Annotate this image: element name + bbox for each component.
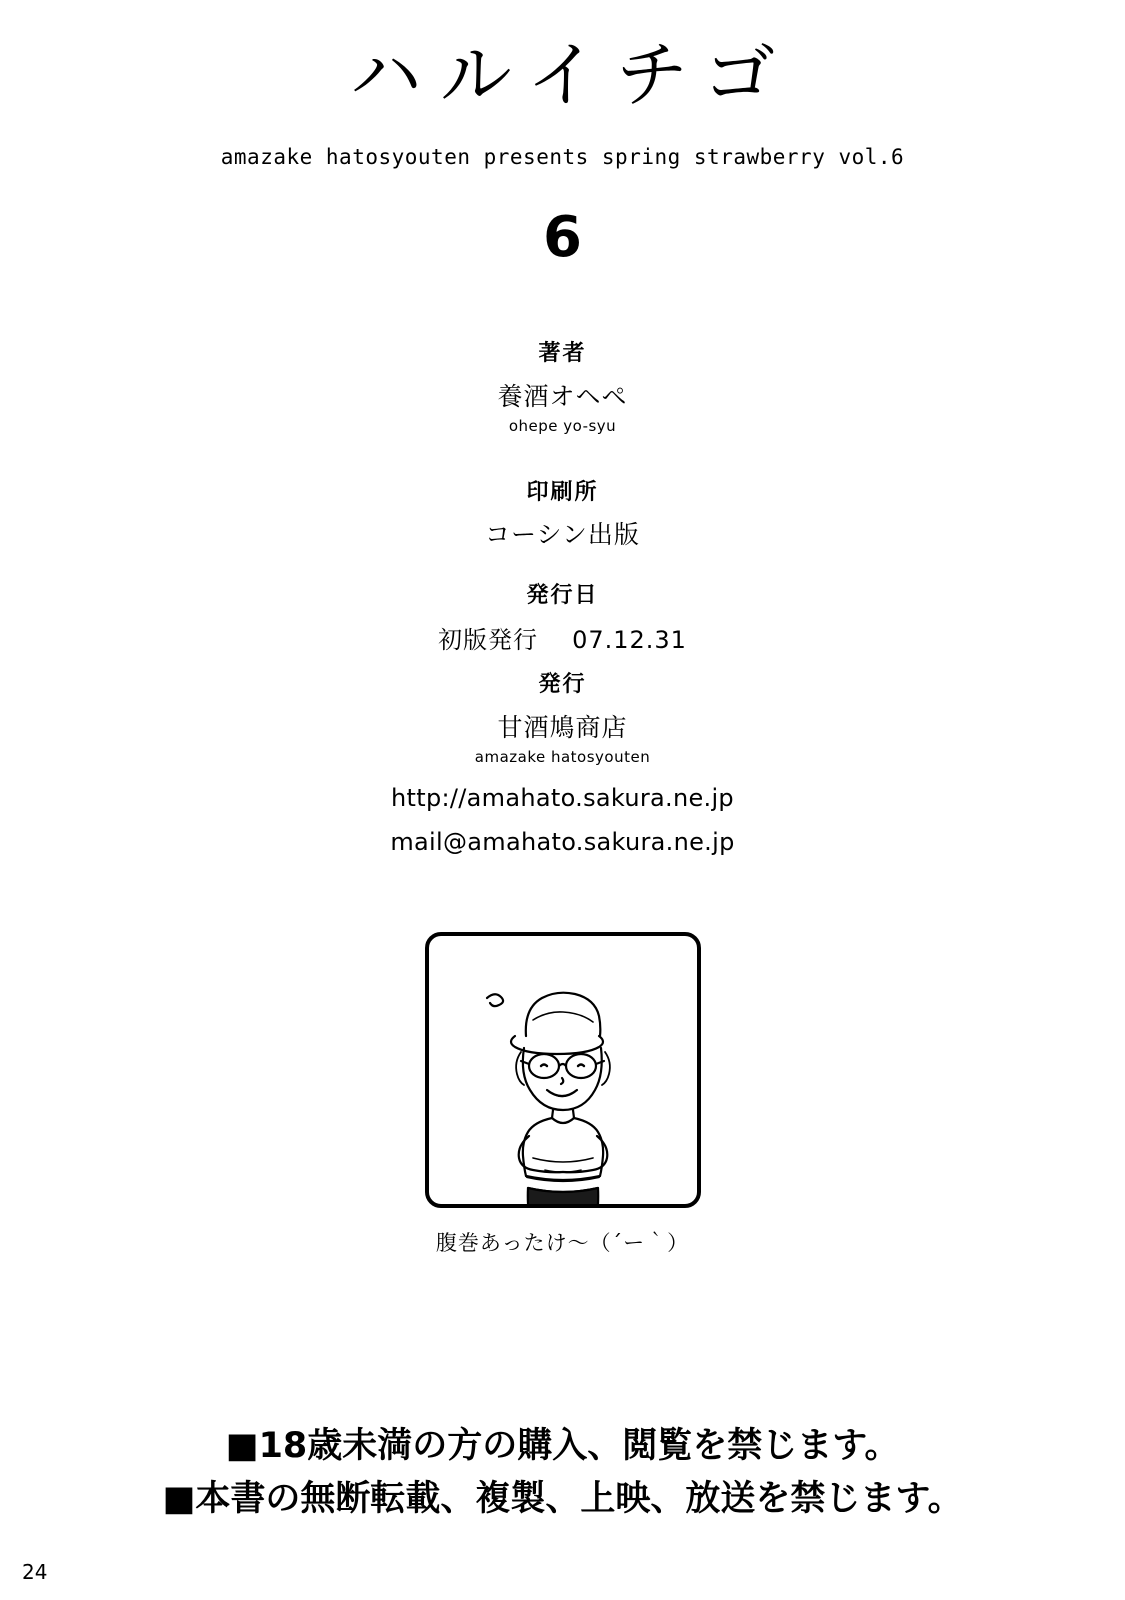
illustration-section — [0, 932, 1125, 1257]
spacer — [0, 655, 1125, 671]
page-title: ハルイチゴ — [349, 33, 794, 117]
colophon-block — [0, 340, 1125, 856]
character-illustration-icon — [429, 936, 697, 1204]
author-label: 著者 — [538, 341, 587, 366]
spacer — [0, 437, 1125, 479]
publisher-label: 発行 — [538, 672, 587, 698]
author-name-jp: 養酒オヘペ — [497, 381, 628, 411]
illustration-frame — [425, 932, 701, 1208]
publish-date-edition: 初版発行 — [438, 626, 539, 655]
notice-age-restriction: ■18歳未満の方の購入、閲覧を禁じます。 — [225, 1426, 900, 1466]
email-link[interactable]: mail@amahato.sakura.ne.jp — [390, 827, 735, 856]
author-name-romaji: ohepe yo-syu — [508, 417, 617, 436]
notice-copyright: ■本書の無断転載、複製、上映、放送を禁じます。 — [162, 1478, 963, 1519]
volume-number: 6 — [543, 205, 582, 270]
printer-name: コーシン出版 — [485, 520, 640, 550]
website-link[interactable]: http://amahato.sakura.ne.jp — [391, 783, 734, 812]
notices-block — [0, 1420, 1125, 1525]
publish-date-value: 07.12.31 — [572, 626, 687, 655]
page-subtitle: amazake hatosyouten presents spring strawberry vol.6 — [220, 145, 905, 169]
spacer — [0, 552, 1125, 582]
page-number: 24 — [22, 1560, 48, 1584]
illustration-caption: 腹巻あったけ〜（´ー｀） — [435, 1231, 690, 1255]
publish-date-label: 発行日 — [526, 582, 599, 608]
publisher-name-romaji: amazake hatosyouten — [474, 748, 651, 767]
printer-label: 印刷所 — [526, 479, 599, 505]
publisher-name-jp: 甘酒鳩商店 — [497, 712, 628, 742]
publish-date-row — [0, 620, 1125, 655]
